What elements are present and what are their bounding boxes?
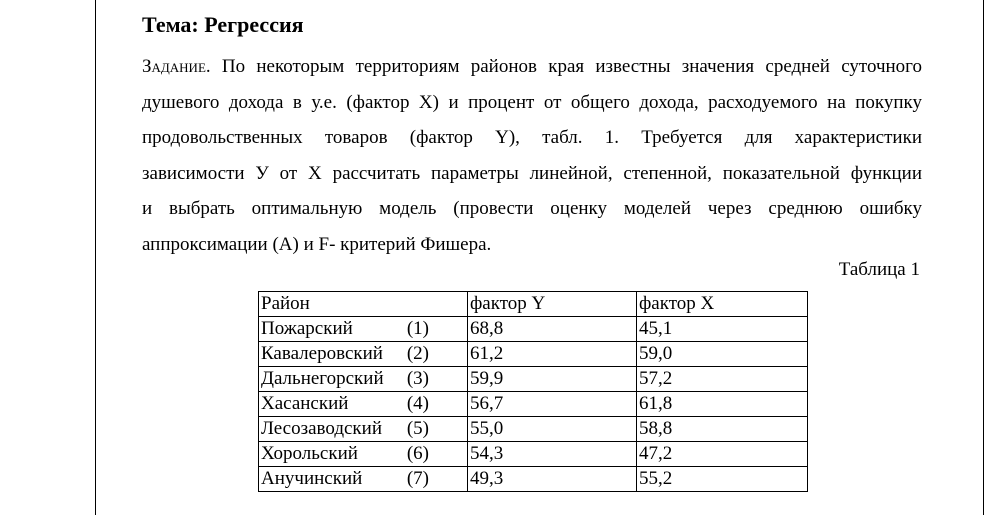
header-district: Район [259,292,468,317]
header-factor-x: фактор X [637,292,808,317]
district-number: (1) [406,318,429,339]
table-row [259,442,808,467]
cell-factor-x: 57,2 [637,367,808,392]
district-number: (2) [406,343,429,364]
cell-district [259,317,468,342]
task-line-2: душевого дохода в у.е. (фактор Х) и процент от общего дохода, расходуемого на покупку [142,91,922,113]
task-line-6: аппроксимации (А) и F- критерий Фишера. [142,233,492,255]
task-line-1: Задание. По некоторым территориям районов края известны значения средней суточного [142,56,922,77]
table-header-row [259,292,808,317]
table-row [259,392,808,417]
cell-factor-y: 54,3 [468,442,637,467]
district-number: (5) [406,418,429,439]
cell-factor-y: 55,0 [468,417,637,442]
table-body [259,317,808,492]
cell-district [259,467,468,492]
cell-factor-x: 47,2 [637,442,808,467]
cell-district [259,367,468,392]
page-left-border [95,0,96,515]
district-name: Хорольский [261,443,358,464]
cell-factor-x: 45,1 [637,317,808,342]
district-name: Кавалеровский [261,343,383,364]
page-right-border [983,0,984,515]
data-table [258,291,808,492]
cell-district [259,417,468,442]
district-name: Хасанский [261,393,349,414]
cell-factor-y: 68,8 [468,317,637,342]
task-line-5: и выбрать оптимальную модель (провести оценку моделей через среднюю ошибку [142,198,922,220]
task-line-3: продовольственных товаров (фактор Y), табл. 1. Требуется для характеристики [142,127,922,149]
cell-factor-y: 49,3 [468,467,637,492]
cell-factor-x: 61,8 [637,392,808,417]
cell-factor-y: 56,7 [468,392,637,417]
cell-factor-x: 58,8 [637,417,808,442]
cell-district [259,392,468,417]
cell-factor-x: 55,2 [637,467,808,492]
table-row [259,342,808,367]
district-number: (6) [406,443,429,464]
header-factor-y: фактор Y [468,292,637,317]
task-label: Задание [142,56,206,77]
cell-district [259,342,468,367]
table-row [259,367,808,392]
page-title: Тема: Регрессия [142,12,304,37]
district-number: (4) [406,393,429,414]
task-paragraph [142,49,922,263]
district-number: (3) [406,368,429,389]
table-row [259,417,808,442]
cell-factor-y: 59,9 [468,367,637,392]
task-line-4: зависимости У от Х рассчитать параметры линейной, степенной, показательной функции [142,162,922,184]
table-row [259,317,808,342]
table-caption: Таблица 1 [838,259,920,280]
district-name: Анучинский [261,468,363,489]
district-name: Дальнегорский [261,368,384,389]
cell-factor-y: 61,2 [468,342,637,367]
cell-district [259,442,468,467]
district-name: Лесозаводский [261,418,382,439]
district-name: Пожарский [261,318,353,339]
table-row [259,467,808,492]
district-number: (7) [406,468,429,489]
cell-factor-x: 59,0 [637,342,808,367]
